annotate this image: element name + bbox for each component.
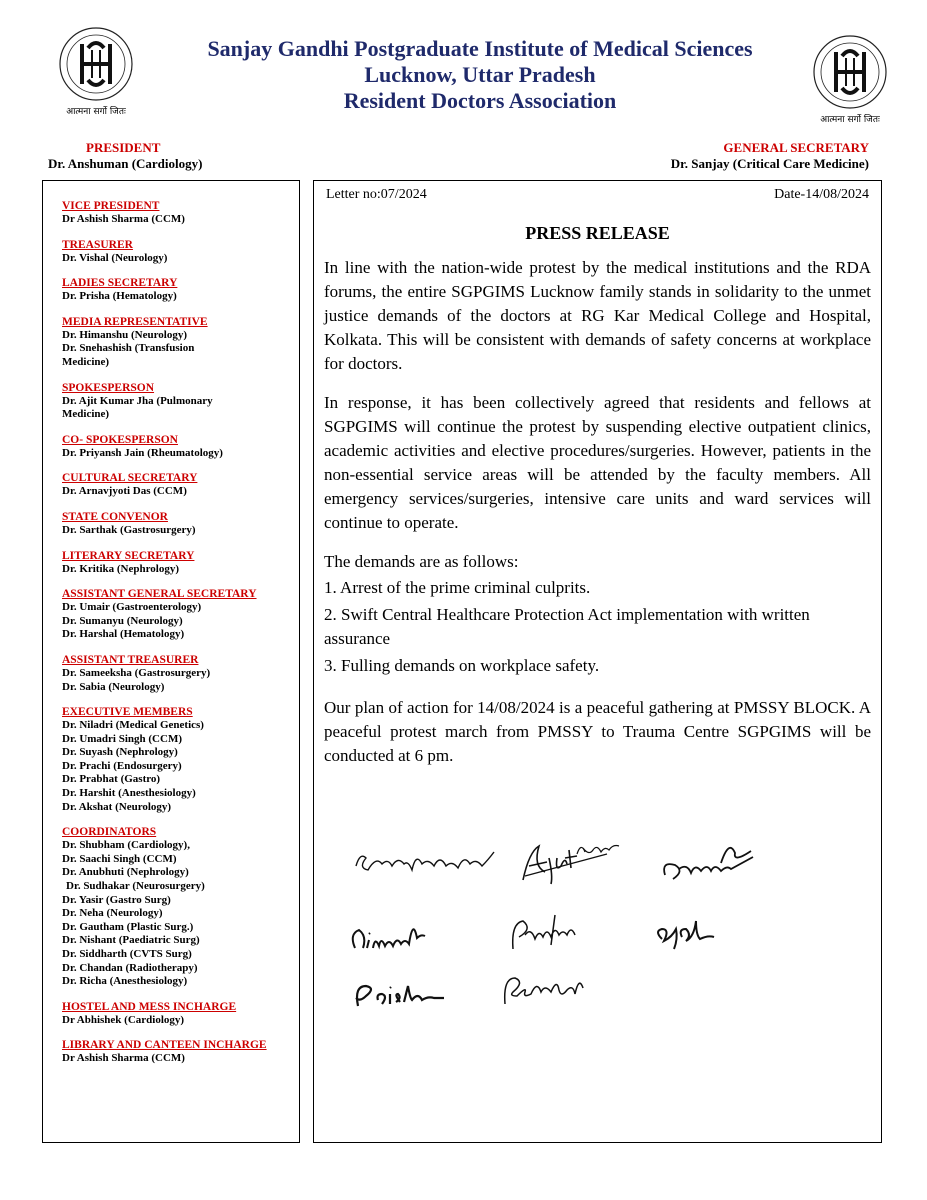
president-name: Dr. Anshuman (Cardiology) [48, 156, 203, 171]
committee-member: Dr. Niladri (Medical Genetics) [62, 719, 204, 732]
committee-member: Dr. Akshat (Neurology) [62, 800, 172, 813]
committee-member: Dr. Prisha (Hematology) [62, 290, 177, 303]
signature-ajd [650, 915, 730, 955]
committee-member: Dr. Ajit Kumar Jha (Pulmonary [62, 394, 213, 407]
president-role: PRESIDENT [86, 140, 161, 155]
general-secretary-block [671, 140, 869, 172]
committee-member: Dr. Nishant (Paediatric Surg) [62, 934, 200, 947]
committee-group [62, 1038, 299, 1066]
committee-role-title: VICE PRESIDENT [62, 200, 160, 212]
committee-member: Dr. Sumanyu (Neurology) [62, 614, 183, 627]
institute-location: Lucknow, Uttar Pradesh [364, 62, 596, 87]
committee-role-title: CULTURAL SECRETARY [62, 472, 198, 485]
committee-role-title: EXECUTIVE MEMBERS [62, 706, 193, 719]
institute-logo-right [800, 28, 900, 128]
committee-sidebar [42, 180, 300, 1143]
institute-name: Sanjay Gandhi Postgraduate Institute of Medical Sciences [207, 36, 753, 61]
committee-role-title: SPOKESPERSON [62, 381, 155, 394]
institute-logo-left [46, 20, 146, 120]
demand-item: 1. Arrest of the prime criminal culprits. [324, 578, 591, 597]
committee-member: Dr. Chandan (Radiotherapy) [62, 961, 198, 974]
committee-group [62, 587, 299, 642]
committee-member: Dr Ashish Sharma (CCM) [62, 1052, 185, 1065]
committee-member: Dr. Vishal (Neurology) [62, 251, 168, 264]
committee-member: Dr. Umair (Gastroenterology) [62, 601, 202, 614]
committee-role-title: ASSISTANT GENERAL SECRETARY [62, 588, 257, 601]
committee-role-title: LITERARY SECRETARY [62, 549, 195, 562]
committee-group [62, 433, 299, 461]
committee-member: Dr. Shubham (Cardiology), [62, 839, 190, 852]
demand-item: 3. Fulling demands on workplace safety. [324, 656, 600, 675]
president-block [48, 140, 202, 172]
committee-role-title: MEDIA REPRESENTATIVE [62, 315, 208, 328]
demand-item: 2. Swift Central Healthcare Protection Act implementation with written assurance [324, 605, 810, 648]
association-name: Resident Doctors Association [343, 88, 617, 113]
signature-prisha [350, 972, 450, 1017]
signature-ajit-kumar [515, 832, 625, 892]
signature-prachi [495, 964, 595, 1014]
committee-group [62, 653, 299, 694]
letter-meta [324, 187, 871, 203]
committee-role-title: LADIES SECRETARY [62, 277, 178, 290]
committee-role-title: TREASURER [62, 238, 133, 251]
committee-member: Dr. Prachi (Endosurgery) [62, 759, 182, 772]
committee-group [62, 705, 299, 814]
committee-member: Dr. Kritika (Nephrology) [62, 562, 180, 575]
committee-member: Dr. Snehashish (Transfusion [62, 342, 195, 355]
committee-group [62, 276, 299, 304]
committee-member: Dr. Yasir (Gastro Surg) [62, 893, 171, 906]
committee-group [62, 315, 299, 370]
committee-member: Dr Abhishek (Cardiology) [62, 1013, 185, 1026]
committee-member: Dr. Sabia (Neurology) [62, 680, 165, 693]
committee-role-title: STATE CONVENOR [62, 510, 168, 523]
committee-role-title: LIBRARY AND CANTEEN INCHARGE [62, 1039, 267, 1052]
committee-role-title: CO- SPOKESPERSON [62, 433, 178, 446]
signature-priyansh-jain [505, 905, 585, 960]
letter-date: Date-14/08/2024 [774, 187, 869, 202]
committee-group [62, 825, 299, 989]
general-secretary-name: Dr. Sanjay (Critical Care Medicine) [670, 156, 869, 171]
committee-group [62, 199, 299, 227]
committee-group [62, 1000, 299, 1028]
committee-member: Dr. Harshit (Anesthesiology) [62, 787, 196, 800]
committee-group [62, 238, 299, 266]
committee-member: Dr. Priyansh Jain (Rheumatology) [62, 446, 223, 459]
demands-intro: The demands are as follows: [324, 552, 519, 571]
committee-member: Dr. Harshal (Hematology) [62, 628, 185, 641]
general-secretary-role: GENERAL SECRETARY [723, 140, 869, 155]
committee-member: Dr. Suyash (Nephrology) [62, 746, 178, 759]
committee-member: Dr. Anubhuti (Nephrology) [62, 866, 189, 879]
committee-member: Dr. Siddharth (CVTS Surg) [62, 948, 192, 960]
committee-group [62, 510, 299, 538]
committee-member: Dr. Umadri Singh (CCM) [62, 732, 182, 745]
committee-member: Dr. Sameeksha (Gastrosurgery) [62, 666, 211, 679]
paragraph-plan-of-action: Our plan of action for 14/08/2024 is a peaceful gathering at PMSSY BLOCK. A peaceful protest march from PMSSY to Trauma Centre SGPGIMS will be conducted at 6 pm. [324, 698, 871, 765]
committee-member: Dr. Saachi Singh (CCM) [62, 852, 177, 865]
committee-role-title: HOSTEL AND MESS INCHARGE [62, 1000, 237, 1013]
paragraph-solidarity: In line with the nation-wide protest by the medical institutions and the RDA forums, the entire SGPGIMS Lucknow family stands in solidarity to the unmet justice demands of the doctors at RG Kar Medical College and Hospital, Kolkata. This will be consistent with demands of safety concerns at workplace for doctors. [324, 258, 871, 373]
committee-member: Dr. Himanshu (Neurology) [62, 328, 187, 341]
svg-text:आत्मना सर्गो जितः: आत्मना सर्गो जितः [820, 115, 880, 125]
svg-text:आत्मना सर्गो जितः: आत्मना सर्गो जितः [66, 107, 126, 117]
committee-member: Dr Ashish Sharma (CCM) [62, 213, 185, 225]
letterhead-title [180, 36, 780, 114]
committee-member: Dr. Sarthak (Gastrosurgery) [62, 523, 196, 536]
paragraph-response: In response, it has been collectively agreed that residents and fellows at SGPGIMS will continue the protest by suspending elective outpatient clinics, academic activities and elective procedures/surgeries. However, patients in the non-essential service areas will be attended by the faculty members. All emergency services/surgeries, intensive care units and ward services will continue to operate. [324, 393, 871, 532]
committee-member: Dr. Prabhat (Gastro) [62, 773, 161, 786]
committee-group [62, 471, 299, 499]
committee-role-title: ASSISTANT TREASURER [62, 653, 199, 666]
signature-himanshu [345, 908, 435, 958]
letter-number: Letter no:07/2024 [326, 187, 427, 202]
committee-member: Dr. Gautham (Plastic Surg.) [62, 920, 194, 933]
committee-member: Medicine) [62, 408, 110, 421]
signature-sanjaychaudhary [350, 840, 500, 880]
committee-member: Dr. Arnavjyoti Das (CCM) [62, 485, 187, 498]
press-release-title: PRESS RELEASE [525, 223, 670, 243]
committee-member: Dr. Sudhakar (Neurosurgery) [66, 880, 205, 893]
committee-group [62, 549, 299, 577]
signature-sanjay [655, 835, 765, 890]
committee-role-title: COORDINATORS [62, 826, 157, 839]
committee-member: Dr. Neha (Neurology) [62, 907, 163, 920]
committee-group [62, 381, 299, 422]
committee-member: Medicine) [62, 355, 110, 368]
committee-member: Dr. Richa (Anesthesiology) [62, 975, 188, 988]
